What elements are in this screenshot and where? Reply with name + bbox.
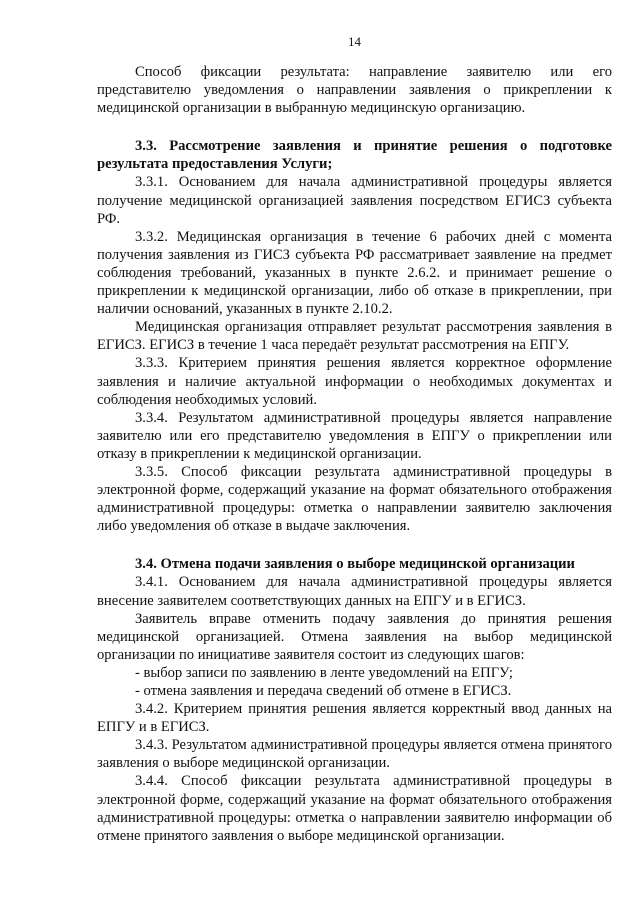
paragraph-3-3-1: 3.3.1. Основанием для начала административной процедуры является получение медицинской организацией заявления посредством ЕГИСЗ субъекта РФ.	[97, 174, 612, 227]
paragraph-3-4-1: 3.4.1. Основанием для начала административной процедуры является внесение заявителем соответствующих данных на ЕПГУ и в ЕГИСЗ.	[97, 574, 612, 609]
paragraph-3-4-4: 3.4.4. Способ фиксации результата административной процедуры в электронной форме, содержащий указание на формат обязательного отображения административной процедуры: отметка о направлении заявителю информации об отмене принятого заявления о выборе медицинской организации.	[97, 773, 612, 844]
section-spacer	[97, 117, 612, 137]
paragraph-3-3-2-cont: Медицинская организация отправляет результат рассмотрения заявления в ЕГИСЗ. ЕГИСЗ в течение 1 часа передаёт результат рассмотрения на ЕПГУ.	[97, 319, 612, 354]
list-item: - отмена заявления и передача сведений об отмене в ЕГИСЗ.	[135, 683, 512, 699]
paragraph-3-4-3: 3.4.3. Результатом административной процедуры является отмена принятого заявления о выборе медицинской организации.	[97, 737, 612, 772]
paragraph-3-3-4: 3.3.4. Результатом административной процедуры является направление заявителю или его представителю уведомления в ЕПГУ о прикреплении или отказу в прикреплении к медицинской организации.	[97, 409, 612, 462]
paragraph-3-3-3: 3.3.3. Критерием принятия решения является корректное оформление заявления и наличие актуальной информации о необходимых документах и соблюдения необходимых условий.	[97, 355, 612, 408]
section-spacer	[97, 535, 612, 555]
paragraph-3-4-1-cont: Заявитель вправе отменить подачу заявления до принятия решения медицинской организацией. Отмена заявления на выбор медицинской организации по инициативе заявителя состоит из следующих шагов:	[97, 610, 612, 663]
paragraph: Способ фиксации результата: направление заявителю или его представителю уведомления о направлении заявления о прикреплении к медицинской организации в выбранную медицинскую организацию.	[97, 64, 612, 117]
list-item: - выбор записи по заявлению в ленте уведомлений на ЕПГУ;	[135, 664, 513, 681]
page-number: 14	[348, 34, 361, 49]
paragraph-3-3-2: 3.3.2. Медицинская организация в течение 6 рабочих дней с момента получения заявления из ГИСЗ субъекта РФ рассматривает заявление на предмет соблюдения требований, указанных в пункте 2.6.2. и принимает решение о прикреплении к медицинской организации, либо об отказе в прикреплении, при наличии оснований, указанных в пункте 2.10.2.	[97, 228, 612, 318]
section-heading-3-4: 3.4. Отмена подачи заявления о выборе медицинской организации	[135, 556, 575, 573]
section-heading-3-3: 3.3. Рассмотрение заявления и принятие решения о подготовке результата предоставления Услуги;	[97, 138, 612, 173]
document-page	[97, 34, 612, 845]
paragraph-3-4-2: 3.4.2. Критерием принятия решения является корректный ввод данных на ЕПГУ и в ЕГИСЗ.	[97, 701, 612, 736]
paragraph-3-3-5: 3.3.5. Способ фиксации результата административной процедуры в электронной форме, содержащий указание на формат обязательного отображения административной процедуры: отметка о направлении заявителю заключения либо уведомления об отказе в выдаче заключения.	[97, 463, 612, 535]
